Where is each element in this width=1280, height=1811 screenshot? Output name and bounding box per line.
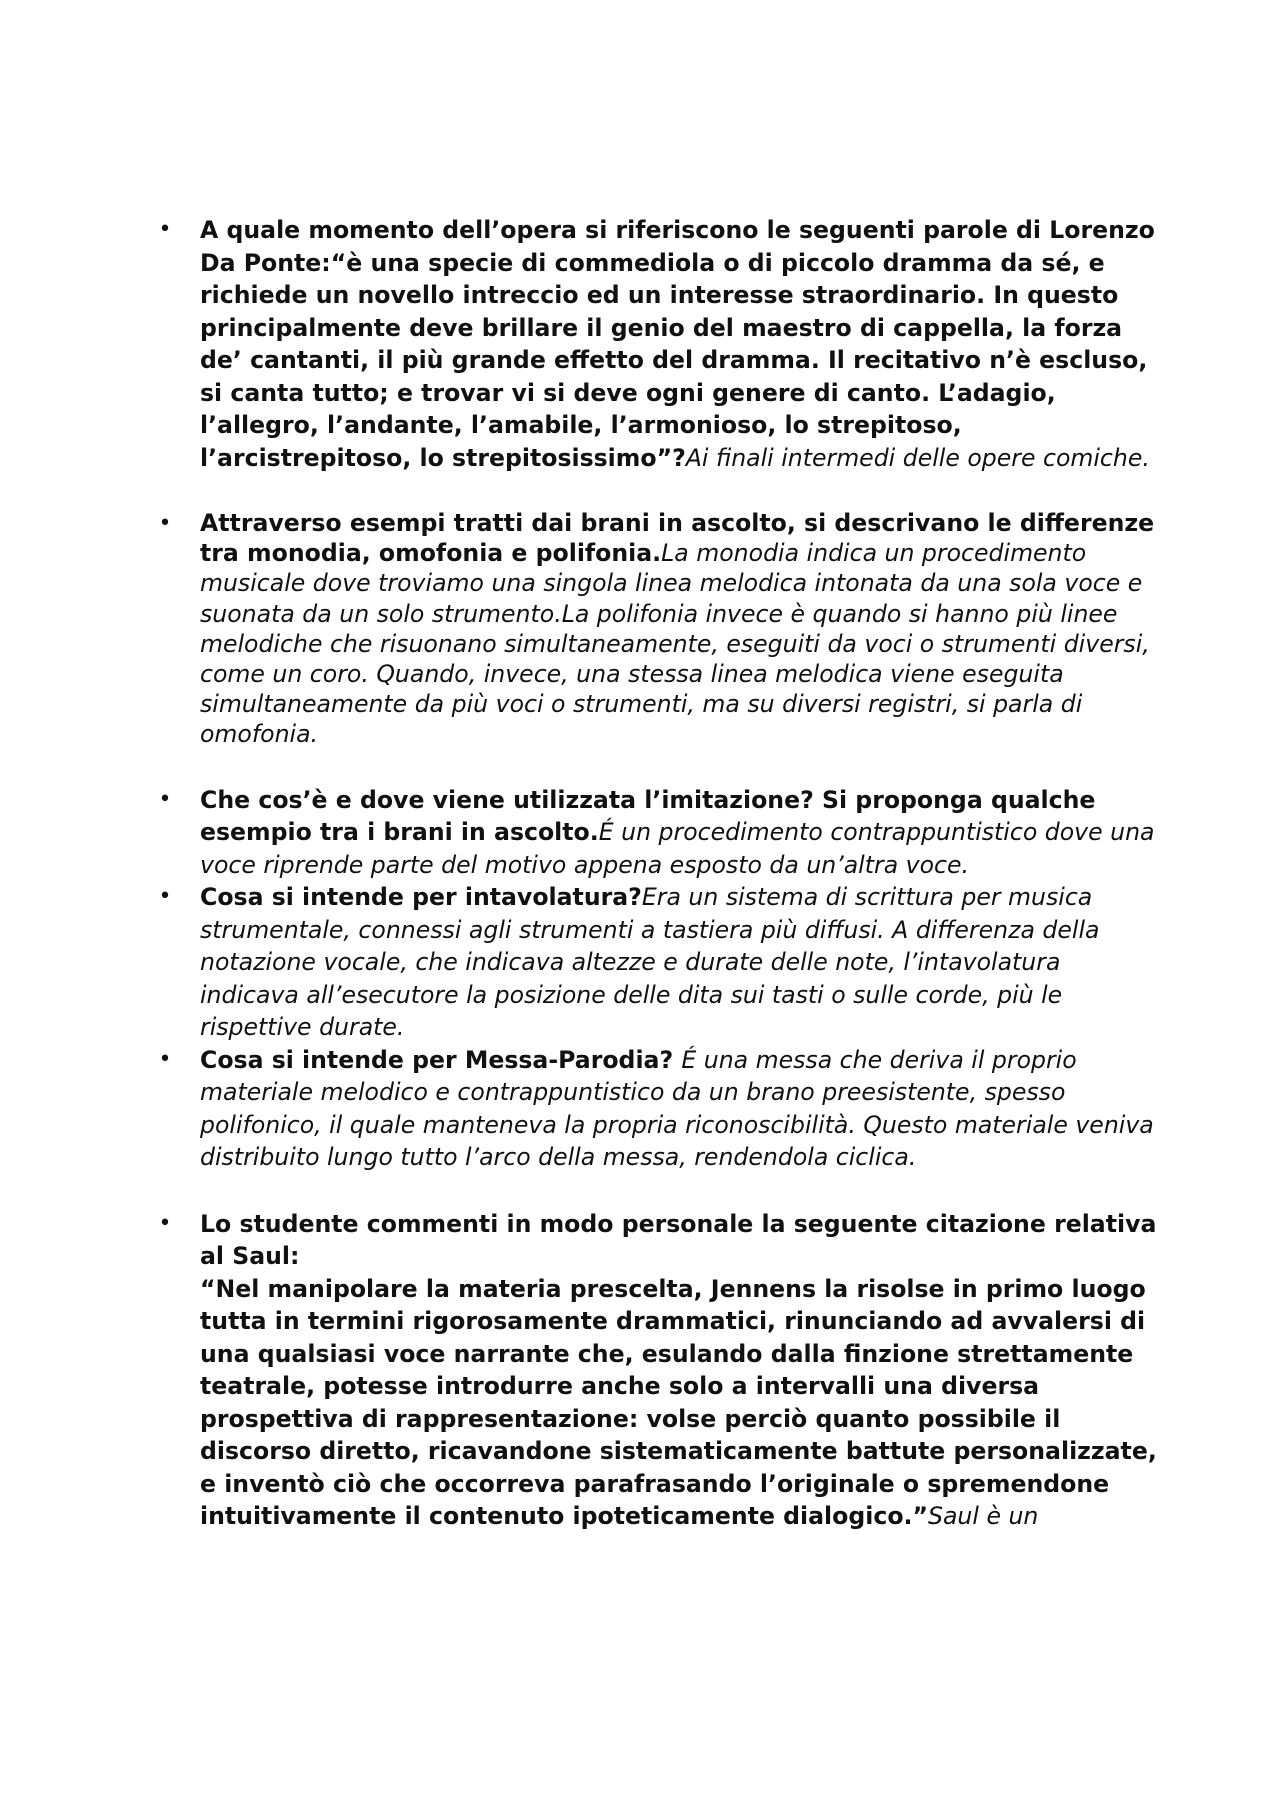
answer-text: Era un sistema di scrittura per musica strumentale, connessi agli strumenti a tastiera più diffusi. A differenza della notazione vocale, che indicava altezze e durate delle note, l’intavolatura indicava all’esecutore la posizione delle dita sui tasti o sulle corde, più le rispettive durate. [200, 883, 1100, 1042]
bullet-icon: • [158, 884, 172, 910]
answer-text: Ai finali intermedi delle opere comiche. [685, 443, 1150, 472]
answer-text: Saul è un [928, 1502, 1039, 1531]
question-text: Che cos’è e dove viene utilizzata l’imitazione? Si proponga qualche esempio tra i brani in ascolto. [200, 785, 1096, 847]
bullet-icon: • [158, 1210, 172, 1236]
question-text: Cosa si intende per intavolatura? [200, 883, 642, 912]
list-item [0, 1208, 1160, 1533]
bullet-icon: • [158, 511, 172, 536]
bullet-icon: • [158, 1046, 172, 1072]
list-item [0, 1044, 1160, 1174]
question-list [0, 214, 1280, 1533]
quotation-text: “Nel manipolare la materia prescelta, Jennens la risolse in primo luogo tutta in termini rigorosamente drammatici, rinunciando ad avvalersi di una qualsiasi voce narrante che, esulando dalla finzione strettamente teatrale, potesse introdurre anche solo a intervalli una diversa prospettiva di rappresentazione: volse perciò quanto possibile il discorso diretto, ricavandone sistematicamente battute personalizzate, e inventò ciò che occorreva parafrasando l’originale o spremendone intuitivamente il contenuto ipoteticamente dialogico.” [200, 1274, 1157, 1531]
bullet-icon: • [158, 217, 172, 242]
answer-text: La monodia indica un procedimento musicale dove troviamo una singola linea melodica intonata da una sola voce e suonata da un solo strumento.La polifonia invece è quando si hanno più linee melodiche che risuonano simultaneamente, eseguiti da voci o strumenti diversi, come un coro. Quando, invece, una stessa linea melodica viene eseguita simultaneamente da più voci o strumenti, ma su diversi registri, si parla di omofonia. [200, 539, 1150, 749]
question-text: Cosa si intende per Messa-Parodia? [200, 1045, 682, 1074]
list-item [0, 881, 1160, 1044]
list-item [0, 784, 1160, 882]
answer-text: É una messa che deriva il proprio materiale melodico e contrappuntistico da un brano preesistente, spesso polifonico, il quale manteneva la propria riconoscibilità. Questo materiale veniva distribuito lungo tutto l’arco della messa, rendendola ciclica. [200, 1045, 1154, 1172]
answer-text: É un procedimento contrappuntistico dove una voce riprende parte del motivo appena esposto da un’altra voce. [200, 818, 1155, 879]
question-text: A quale momento dell’opera si riferiscono le seguenti parole di Lorenzo Da Ponte:“è una specie di commediola o di piccolo dramma da sé, e richiede un novello intreccio ed un interesse straordinario. In questo principalmente deve brillare il genio del maestro di cappella, la forza de’ cantanti, il più grande effetto del dramma. Il recitativo n’è escluso, si canta tutto; e trovar vi si deve ogni genere di canto. L’adagio, l’allegro, l’andante, l’amabile, l’armonioso, lo strepitoso, l’arcistrepitoso, lo strepitosissimo”? [200, 216, 1155, 472]
question-text: Attraverso esempi tratti dai brani in ascolto, si descrivano le differenze tra monodia, omofonia e polifonia. [200, 509, 1155, 568]
list-item [0, 508, 1160, 750]
question-intro-text: Lo studente commenti in modo personale la seguente citazione relativa al Saul: [200, 1209, 1157, 1271]
bullet-icon: • [158, 786, 172, 812]
list-item [0, 214, 1160, 474]
